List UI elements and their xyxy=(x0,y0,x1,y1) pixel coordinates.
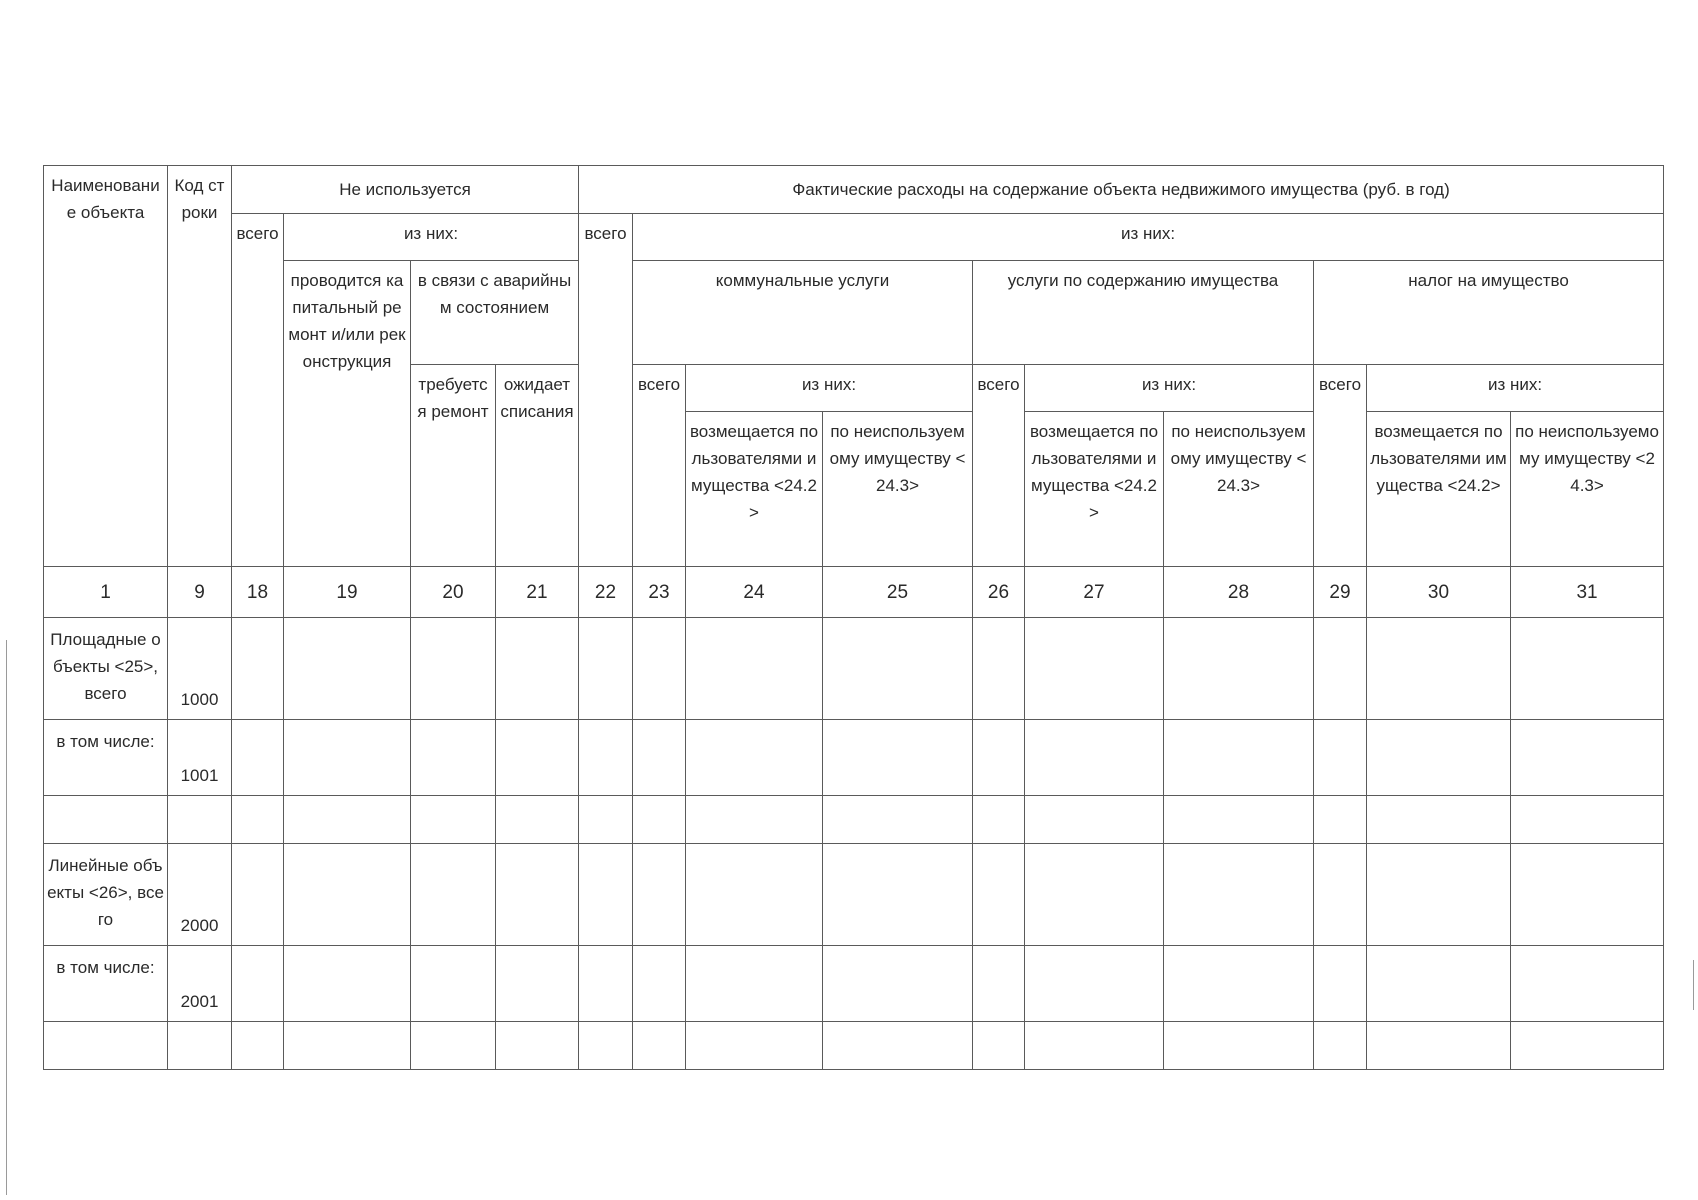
data-cell[interactable] xyxy=(1314,618,1367,720)
header-utilities-total: всего xyxy=(633,365,686,567)
data-cell[interactable] xyxy=(284,1022,411,1070)
header-repair-required: требуется ремонт xyxy=(411,365,496,567)
data-cell[interactable] xyxy=(411,796,496,844)
data-cell[interactable] xyxy=(1367,618,1511,720)
header-utilities-reimbursed: возмещается пользователями имущества <24.2> xyxy=(686,412,823,567)
header-row-1 xyxy=(44,166,1664,214)
data-cell[interactable] xyxy=(1511,946,1664,1022)
data-cell[interactable] xyxy=(973,618,1025,720)
data-cell[interactable] xyxy=(686,946,823,1022)
column-number-row xyxy=(44,567,1664,618)
data-cell[interactable] xyxy=(579,946,633,1022)
column-number: 26 xyxy=(973,567,1025,618)
data-cell[interactable] xyxy=(1511,618,1664,720)
row-code: 1000 xyxy=(168,618,232,720)
data-cell[interactable] xyxy=(973,720,1025,796)
column-number: 21 xyxy=(496,567,579,618)
data-cell[interactable] xyxy=(411,720,496,796)
expenses-form-table xyxy=(43,165,1664,1070)
data-cell[interactable] xyxy=(284,618,411,720)
data-cell[interactable] xyxy=(1511,796,1664,844)
data-cell[interactable] xyxy=(633,720,686,796)
data-cell[interactable] xyxy=(1025,844,1164,946)
column-number: 22 xyxy=(579,567,633,618)
data-cell[interactable] xyxy=(633,844,686,946)
data-cell[interactable] xyxy=(686,796,823,844)
header-tax-reimbursed: возмещается пользователями имущества <24.2> xyxy=(1367,412,1511,567)
data-cell[interactable] xyxy=(686,618,823,720)
data-cell[interactable] xyxy=(1164,618,1314,720)
table-row xyxy=(44,796,1664,844)
header-utilities: коммунальные услуги xyxy=(633,261,973,365)
header-expenses-total: всего xyxy=(579,214,633,567)
row-code: 2000 xyxy=(168,844,232,946)
header-code: Код строки xyxy=(168,166,232,567)
row-label xyxy=(44,1022,168,1070)
data-cell[interactable] xyxy=(686,844,823,946)
data-cell[interactable] xyxy=(686,720,823,796)
header-tax-total: всего xyxy=(1314,365,1367,567)
row-label: Площадные объекты <25>, всего xyxy=(44,618,168,720)
data-cell[interactable] xyxy=(232,844,284,946)
data-cell[interactable] xyxy=(1367,844,1511,946)
data-cell[interactable] xyxy=(411,844,496,946)
header-maintenance-total: всего xyxy=(973,365,1025,567)
data-cell[interactable] xyxy=(232,1022,284,1070)
row-label: в том числе: xyxy=(44,720,168,796)
data-cell[interactable] xyxy=(579,796,633,844)
data-cell[interactable] xyxy=(284,796,411,844)
table-row xyxy=(44,720,1664,796)
header-row-3 xyxy=(44,261,1664,365)
column-number: 1 xyxy=(44,567,168,618)
data-cell[interactable] xyxy=(1164,1022,1314,1070)
header-capital-repair: проводится капитальный ремонт и/или реконструкция xyxy=(284,261,411,567)
row-code: 1001 xyxy=(168,720,232,796)
row-code xyxy=(168,1022,232,1070)
data-cell[interactable] xyxy=(633,946,686,1022)
header-maintenance-reimbursed: возмещается пользователями имущества <24.2> xyxy=(1025,412,1164,567)
row-code xyxy=(168,796,232,844)
data-cell[interactable] xyxy=(1164,796,1314,844)
data-cell[interactable] xyxy=(686,1022,823,1070)
header-not-used-total: всего xyxy=(232,214,284,567)
header-expenses-of-them: из них: xyxy=(633,214,1664,261)
row-code: 2001 xyxy=(168,946,232,1022)
data-cell[interactable] xyxy=(284,946,411,1022)
column-number: 24 xyxy=(686,567,823,618)
table-row xyxy=(44,946,1664,1022)
data-cell[interactable] xyxy=(579,1022,633,1070)
data-cell[interactable] xyxy=(284,720,411,796)
row-label xyxy=(44,796,168,844)
data-cell[interactable] xyxy=(496,844,579,946)
data-cell[interactable] xyxy=(973,946,1025,1022)
table-row xyxy=(44,844,1664,946)
column-number: 31 xyxy=(1511,567,1664,618)
data-cell[interactable] xyxy=(232,720,284,796)
column-number: 28 xyxy=(1164,567,1314,618)
data-cell[interactable] xyxy=(1314,720,1367,796)
data-cell[interactable] xyxy=(1025,796,1164,844)
header-not-used-of-them: из них: xyxy=(284,214,579,261)
data-cell[interactable] xyxy=(633,1022,686,1070)
column-number: 25 xyxy=(823,567,973,618)
header-tax-of-them: из них: xyxy=(1367,365,1664,412)
data-cell[interactable] xyxy=(496,720,579,796)
column-number: 23 xyxy=(633,567,686,618)
data-cell[interactable] xyxy=(633,618,686,720)
column-number: 18 xyxy=(232,567,284,618)
scan-edge-line xyxy=(6,640,7,1195)
header-maintenance: услуги по содержанию имущества xyxy=(973,261,1314,365)
data-cell[interactable] xyxy=(579,844,633,946)
data-cell[interactable] xyxy=(1511,1022,1664,1070)
data-cell[interactable] xyxy=(973,1022,1025,1070)
data-cell[interactable] xyxy=(1314,796,1367,844)
scan-edge-line xyxy=(1693,960,1694,1010)
data-cell[interactable] xyxy=(823,946,973,1022)
header-maintenance-of-them: из них: xyxy=(1025,365,1314,412)
header-name: Наименование объекта xyxy=(44,166,168,567)
data-cell[interactable] xyxy=(411,618,496,720)
data-cell[interactable] xyxy=(1025,1022,1164,1070)
data-cell[interactable] xyxy=(496,618,579,720)
row-label: в том числе: xyxy=(44,946,168,1022)
data-cell[interactable] xyxy=(1314,946,1367,1022)
data-cell[interactable] xyxy=(284,844,411,946)
data-cell[interactable] xyxy=(1164,946,1314,1022)
header-expenses: Фактические расходы на содержание объекта недвижимого имущества (руб. в год) xyxy=(579,166,1664,214)
data-cell[interactable] xyxy=(1164,720,1314,796)
data-cell[interactable] xyxy=(1314,844,1367,946)
data-cell[interactable] xyxy=(1314,1022,1367,1070)
data-cell[interactable] xyxy=(232,618,284,720)
data-cell[interactable] xyxy=(633,796,686,844)
header-utilities-of-them: из них: xyxy=(686,365,973,412)
header-not-used: Не используется xyxy=(232,166,579,214)
header-utilities-unused: по неиспользуемому имуществу <24.3> xyxy=(823,412,973,567)
header-row-2 xyxy=(44,214,1664,261)
header-property-tax: налог на имущество xyxy=(1314,261,1664,365)
column-number: 29 xyxy=(1314,567,1367,618)
row-label: Линейные объекты <26>, всего xyxy=(44,844,168,946)
data-cell[interactable] xyxy=(496,1022,579,1070)
data-cell[interactable] xyxy=(411,1022,496,1070)
column-number: 19 xyxy=(284,567,411,618)
data-cell[interactable] xyxy=(1367,1022,1511,1070)
header-awaiting-writeoff: ожидает списания xyxy=(496,365,579,567)
data-cell[interactable] xyxy=(973,796,1025,844)
table-row xyxy=(44,618,1664,720)
data-cell[interactable] xyxy=(1164,844,1314,946)
data-cell[interactable] xyxy=(1367,946,1511,1022)
column-number: 9 xyxy=(168,567,232,618)
data-cell[interactable] xyxy=(1025,618,1164,720)
data-cell[interactable] xyxy=(823,618,973,720)
header-tax-unused: по неиспользуемому имуществу <24.3> xyxy=(1511,412,1664,567)
data-cell[interactable] xyxy=(232,796,284,844)
data-cell[interactable] xyxy=(411,946,496,1022)
data-cell[interactable] xyxy=(823,1022,973,1070)
data-cell[interactable] xyxy=(1367,796,1511,844)
data-cell[interactable] xyxy=(579,720,633,796)
data-cell[interactable] xyxy=(1025,946,1164,1022)
data-cell[interactable] xyxy=(823,720,973,796)
column-number: 27 xyxy=(1025,567,1164,618)
data-cell[interactable] xyxy=(1511,720,1664,796)
data-cell[interactable] xyxy=(1025,720,1164,796)
data-cell[interactable] xyxy=(496,796,579,844)
table-row xyxy=(44,1022,1664,1070)
data-cell[interactable] xyxy=(823,796,973,844)
data-cell[interactable] xyxy=(496,946,579,1022)
data-cell[interactable] xyxy=(1367,720,1511,796)
data-cell[interactable] xyxy=(1511,844,1664,946)
data-cell[interactable] xyxy=(232,946,284,1022)
data-cell[interactable] xyxy=(823,844,973,946)
header-maintenance-unused: по неиспользуемому имуществу <24.3> xyxy=(1164,412,1314,567)
column-number: 20 xyxy=(411,567,496,618)
data-cell[interactable] xyxy=(973,844,1025,946)
header-emergency: в связи с аварийным состоянием xyxy=(411,261,579,365)
column-number: 30 xyxy=(1367,567,1511,618)
data-cell[interactable] xyxy=(579,618,633,720)
